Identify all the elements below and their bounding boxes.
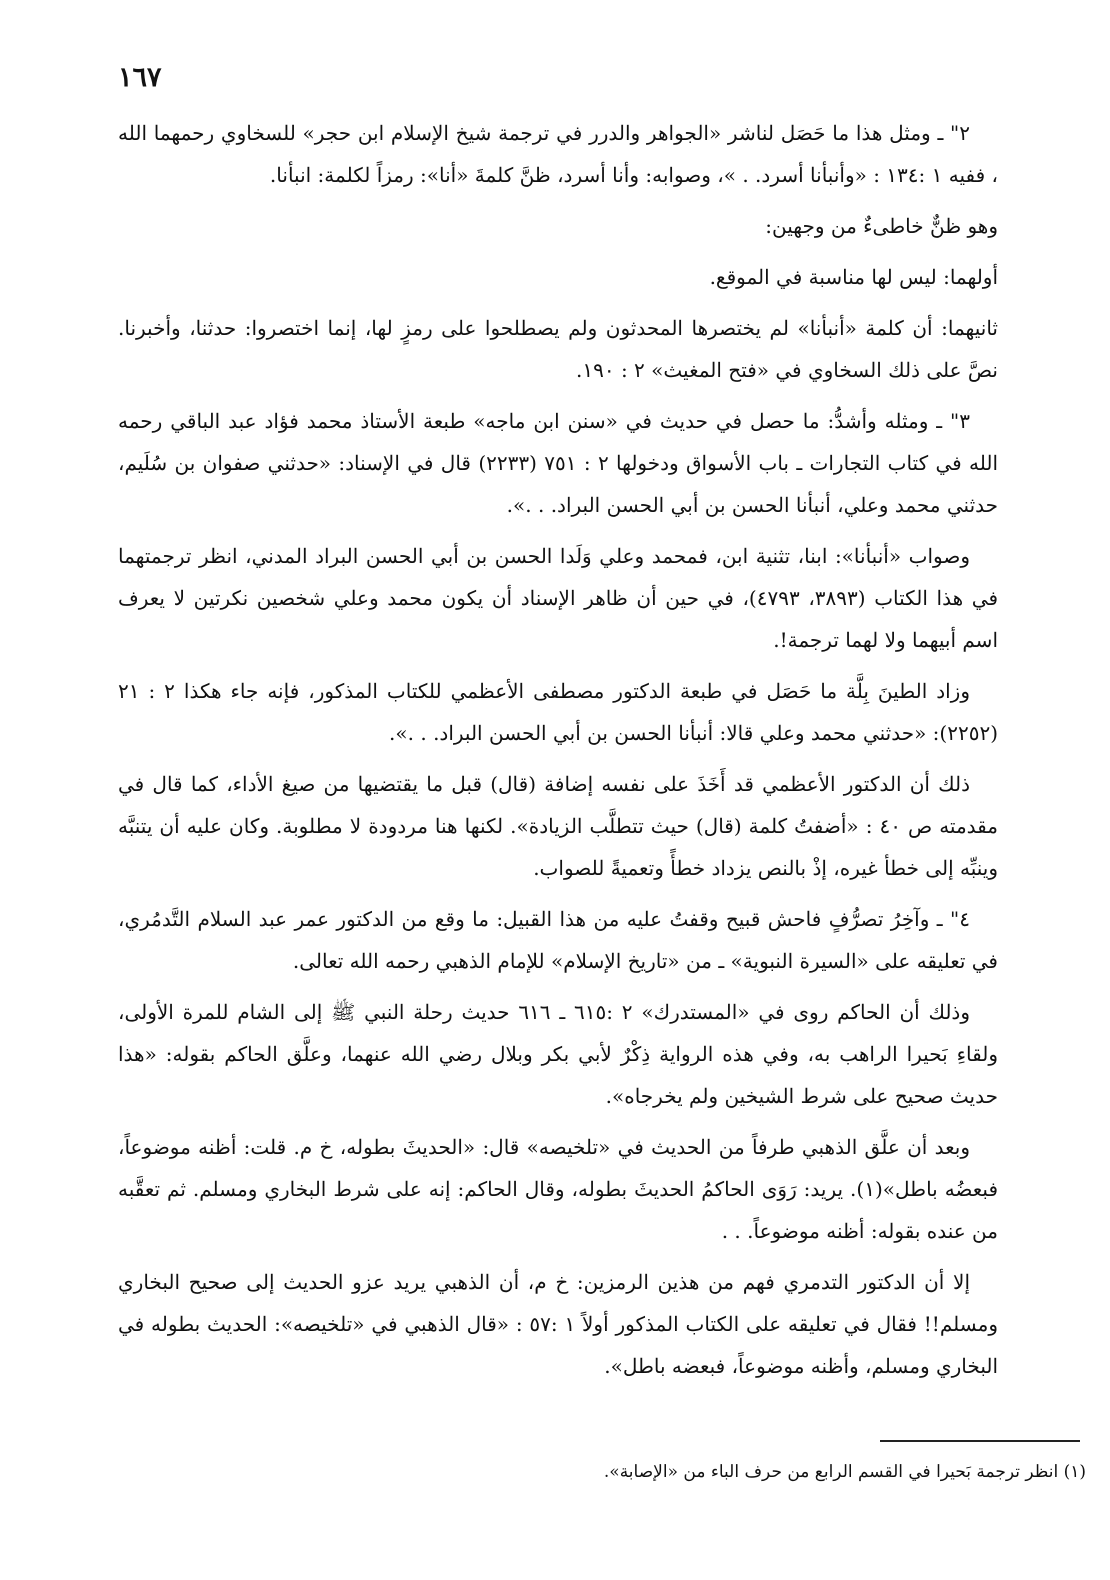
paragraph-correction: وصواب «أنبأنا»: ابنا، تثنية ابن، فمحمد وعلي وَلَدا الحسن بن أبي الحسن البراد المدني، انظر ترجمتهما في هذا الكتاب (٣٨٩٣، ٤٧٩٣)، في حين أن ظاهر الإسناد أن يكون محمد وعلي شخصين نكرتين لا يعرف اسم أبيهما ولا لهما ترجمة!.: [118, 544, 998, 652]
paragraph-item-3: ٣" ـ ومثله وأشدُّ: ما حصل في حديث في «سنن ابن ماجه» طبعة الأستاذ محمد فؤاد عبد الباقي رحمه الله في كتاب التجارات ـ باب الأسواق ودخولها ٢ : ٧٥١ (٢٢٣٣) قال في الإسناد: «حدثني صفوان بن سُلَيم، حدثني محمد وعلي، أنبأنا الحسن بن أبي الحسن البراد. . .».: [118, 409, 999, 517]
paragraph-item-2: ٢" ـ ومثل هذا ما حَصَل لناشر «الجواهر والدرر في ترجمة شيخ الإسلام ابن حجر» للسخاوي رحمهما الله ، ففيه ١ :١٣٤ : «وأنبأنا أسرد. . »، وصوابه: وأنا أسرد، ظنَّ كلمةَ «أنا»: رمزاً لكلمة: انبأنا.: [118, 121, 998, 187]
paragraph-first-aspect: أولهما: ليس لها مناسبة في الموقع.: [709, 265, 998, 289]
paragraph-second-aspect: ثانيهما: أن كلمة «أنبأنا» لم يختصرها المحدثون ولم يصطلحوا على رمزٍ لها، إنما اختصروا: حدثنا، وأخبرنا. نصَّ على ذلك السخاوي في «فتح المغيث» ٢ : ١٩٠.: [118, 316, 998, 382]
paragraph-item-4: ٤" ـ وآخِرُ تصرُّفٍ فاحش قبيح وقفتُ عليه من هذا القبيل: ما وقع من الدكتور عمر عبد السلام التَّدمُري، في تعليقه على «السيرة النبوية» ـ من «تاريخ الإسلام» للإمام الذهبي رحمه الله تعالى.: [118, 907, 998, 973]
paragraph-azami-edition: وزاد الطينَ بِلَّة ما حَصَل في طبعة الدكتور مصطفى الأعظمي للكتاب المذكور، فإنه جاء هكذا ٢ : ٢١ (٢٢٥٢): «حدثني محمد وعلي قالا: أنبأنا الحسن بن أبي الحسن البراد. . .».: [118, 679, 998, 745]
paragraph-dhahabi: وبعد أن علَّق الذهبي طرفاً من الحديث في «تلخيصه» قال: «الحديثَ بطوله، خ م. قلت: أظنه موضوعاً، فبعضُه باطل»(١). يريد: رَوَى الحاكمُ الحديثَ بطوله، وقال الحاكم: إنه على شرط البخاري ومسلم. ثم تعقَّبه من عنده بقوله: أظنه موضوعاً. . .: [118, 1135, 999, 1243]
footnote: (١) انظر ترجمة بَحيرا في القسم الرابع من حرف الباء من «الإصابة».: [603, 1462, 1086, 1482]
footnote-divider: [880, 1440, 1080, 1442]
page-number: ١٦٧: [118, 62, 162, 93]
paragraph-two-aspects: وهو ظنٌّ خاطىءٌ من وجهين:: [765, 214, 998, 238]
paragraph-hakim: وذلك أن الحاكم روى في «المستدرك» ٢ :٦١٥ ـ ٦١٦ حديث رحلة النبي ﷺ إلى الشام للمرة الأولى، ولقاءِ بَحيرا الراهب به، وفي هذه الرواية ذِكْرٌ لأبي بكر وبلال رضي الله عنهما، وعلَّق الحاكم بقوله: «هذا حديث صحيح على شرط الشيخين ولم يخرجاه».: [118, 1000, 998, 1108]
main-text: [118, 112, 998, 1396]
paragraph-tadmuri: إلا أن الدكتور التدمري فهم من هذين الرمزين: خ م، أن الذهبي يريد عزو الحديث إلى صحيح البخاري ومسلم!! فقال في تعليقه على الكتاب المذكور أولاً ١ :٥٧ : «قال الذهبي في «تلخيصه»: الحديث بطوله في البخاري ومسلم، وأظنه موضوعاً، فبعضه باطل».: [118, 1270, 998, 1378]
paragraph-azami-explanation: ذلك أن الدكتور الأعظمي قد أَخَذَ على نفسه إضافة (قال) قبل ما يقتضيها من صيغ الأداء، كما قال في مقدمته ص ٤٠ : «أضفتُ كلمة (قال) حيث تتطلَّب الزيادة». لكنها هنا مردودة لا مطلوبة. وكان عليه أن يتنبَّه وينبِّه إلى خطأ غيره، إذْ بالنص يزداد خطأً وتعميةً للصواب.: [118, 772, 998, 880]
